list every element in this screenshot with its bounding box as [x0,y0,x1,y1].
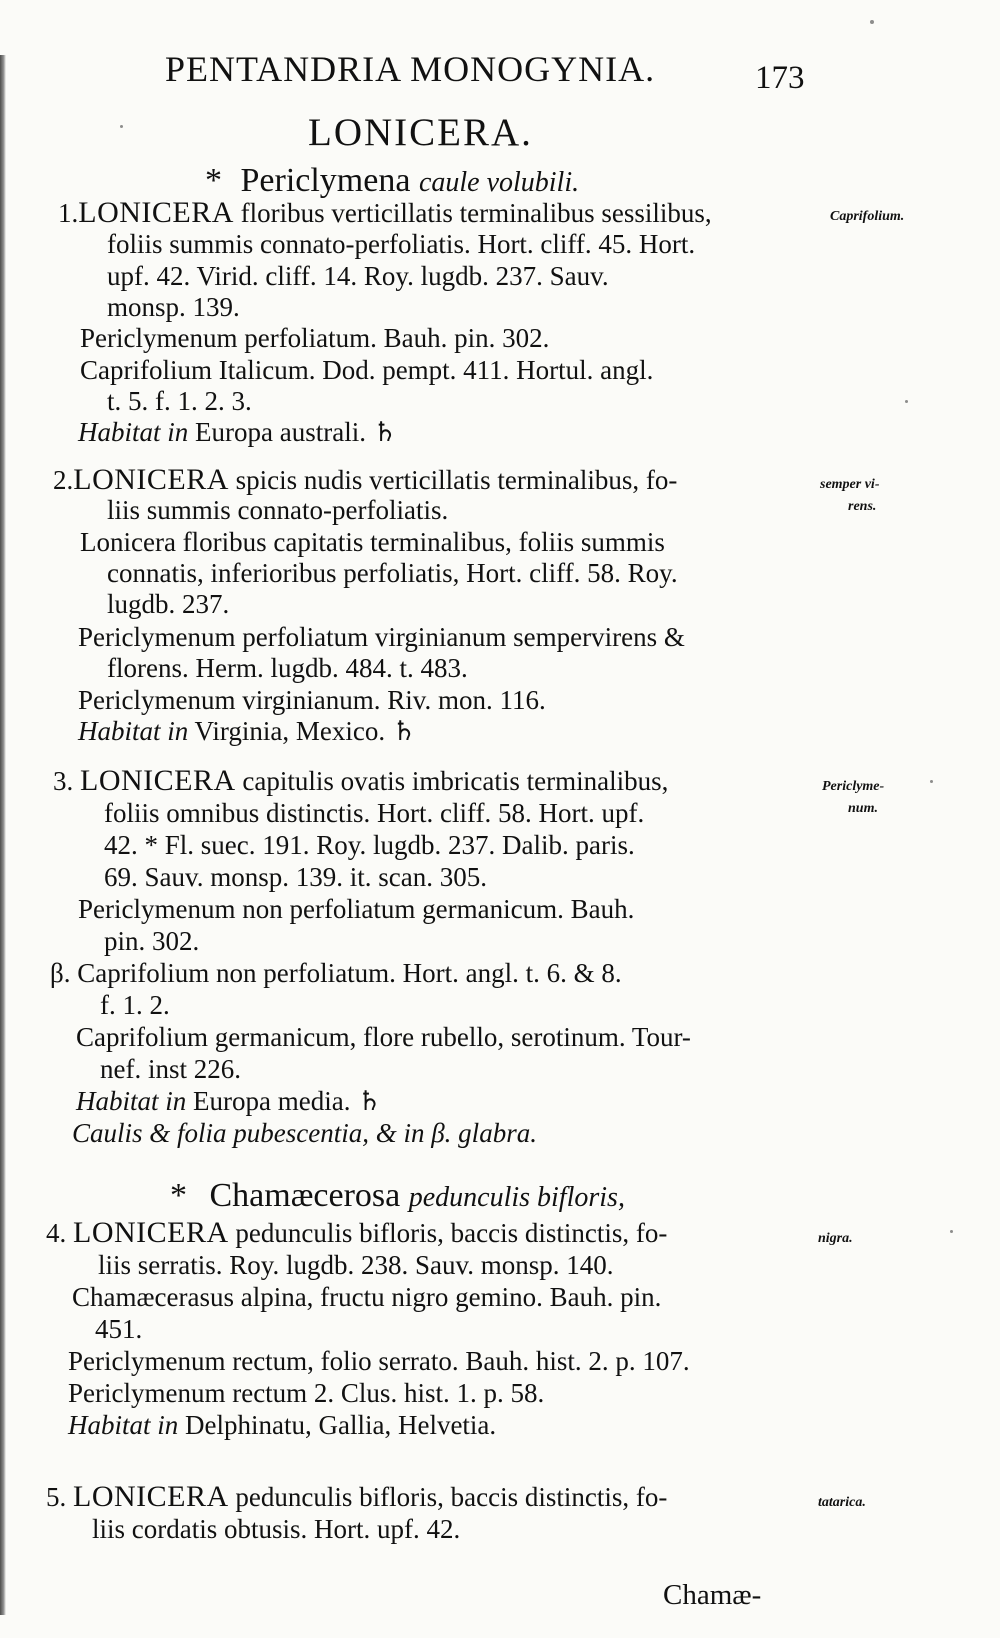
entry-2-synonym-3: lugdb. 237. [107,589,230,619]
entry-number: 3. [53,766,74,796]
habitat-label: Habitat in [78,417,189,447]
entry-number: 5. [46,1482,67,1512]
entry-3-habitat [76,1085,381,1117]
entry-5-line-1 [46,1481,667,1513]
genus-name: LONICERA [78,196,234,229]
entry-4-habitat [68,1409,496,1441]
entry-1-line-3: upf. 42. Virid. cliff. 14. Roy. lugdb. 237. Sauv. [107,261,609,291]
entry-3-synonym-5: Caprifolium germanicum, flore rubello, serotinum. Tour- [76,1022,691,1052]
binding-shadow [0,55,6,1615]
section-description: pedunculis bifloris, [408,1182,625,1213]
entry-4-synonym-3: Periclymenum rectum, folio serrato. Bauh. hist. 2. p. 107. [68,1346,690,1376]
entry-1-habitat [78,416,397,448]
entry-4-line-2: liis serratis. Roy. lugdb. 238. Sauv. monsp. 140. [98,1250,614,1280]
entry-2-line-1 [53,464,677,496]
section-mark: * [205,162,222,199]
entry-2-line-2: liis summis connato-perfoliatis. [107,495,449,525]
ink-speck [120,125,123,128]
habitat-label: Habitat in [76,1086,187,1116]
entry-3-note: Caulis & folia pubescentia, & in β. glabra. [72,1118,537,1148]
entry-2-synonym-4: Periclymenum perfoliatum virginianum sempervirens & [78,622,685,652]
margin-trivial-name-sempervirens-2: rens. [848,499,877,514]
margin-trivial-name-periclymenum-2: num. [848,801,878,816]
entry-4-synonym-1: Chamæcerasus alpina, fructu nigro gemino. Bauh. pin. [72,1282,662,1312]
section-heading-chamaecerosa [170,1177,625,1215]
diagnosis-text: floribus verticillatis terminalibus sessilibus, [240,198,712,228]
entry-4-line-1 [46,1217,667,1249]
section-name: Chamæcerosa [209,1177,401,1214]
entry-1-synonym-2: Caprifolium Italicum. Dod. pempt. 411. Hortul. angl. [80,355,654,385]
entry-1-synonym-1: Periclymenum perfoliatum. Bauh. pin. 302. [80,323,550,353]
entry-1-synonym-3: t. 5. f. 1. 2. 3. [107,386,252,416]
ink-speck [950,1230,953,1233]
section-name: Periclymena [240,162,411,199]
genus-name: LONICERA [80,764,236,797]
entry-3-line-1 [53,765,668,797]
page-number: 173 [755,60,805,96]
genus-name: LONICERA [73,1480,229,1513]
diagnosis-text: spicis nudis verticillatis terminalibus, fo- [235,465,678,495]
diagnosis-text: capitulis ovatis imbricatis terminalibus, [242,766,669,796]
running-title: PENTANDRIA MONOGYNIA. [165,49,656,89]
diagnosis-text: pedunculis bifloris, baccis distinctis, fo- [235,1218,668,1248]
diagnosis-text: pedunculis bifloris, baccis distinctis, fo- [235,1482,668,1512]
entry-4-synonym-4: Periclymenum rectum 2. Clus. hist. 1. p. 58. [68,1378,545,1408]
entry-1-line-4: monsp. 139. [107,292,240,322]
entry-3-synonym-4: f. 1. 2. [100,990,170,1020]
genus-name: LONICERA [73,463,229,496]
entry-1-line-1 [58,197,712,229]
ink-speck [905,400,908,403]
entry-3-line-4: 69. Sauv. monsp. 139. it. scan. 305. [104,862,487,892]
margin-trivial-name-periclymenum-1: Periclyme- [822,779,885,794]
entry-2-synonym-2: connatis, inferioribus perfoliatis, Hort. cliff. 58. Roy. [107,558,678,588]
entry-number: 1. [58,198,79,228]
ink-speck [930,780,933,783]
habitat-text: Virginia, Mexico. ♄ [194,716,417,746]
entry-5-line-2: liis cordatis obtusis. Hort. upf. 42. [92,1514,461,1544]
habitat-text: Europa australi. ♄ [195,417,397,447]
margin-trivial-name-tatarica: tatarica. [818,1495,866,1510]
entry-2-synonym-6: Periclymenum virginianum. Riv. mon. 116. [78,685,546,715]
section-heading-periclymena [205,162,579,200]
habitat-text: Europa media. ♄ [193,1086,382,1116]
entry-4-synonym-2: 451. [95,1314,143,1344]
entry-3-synonym-2: pin. 302. [104,926,200,956]
habitat-label: Habitat in [68,1410,179,1440]
entry-2-synonym-1: Lonicera floribus capitatis terminalibus, foliis summis [80,527,665,557]
margin-trivial-name-sempervirens-1: semper vi- [820,477,880,492]
habitat-label: Habitat in [78,716,189,746]
entry-3-synonym-1: Periclymenum non perfoliatum germanicum. Bauh. [78,894,635,924]
entry-number: 4. [46,1218,67,1248]
catchword: Chamæ- [663,1579,762,1611]
ink-speck [870,20,874,24]
margin-trivial-name-nigra: nigra. [818,1231,853,1246]
entry-2-habitat [78,715,416,747]
entry-3-line-2: foliis omnibus distinctis. Hort. cliff. 58. Hort. upf. [104,798,645,828]
entry-3-variety-beta: β. Caprifolium non perfoliatum. Hort. angl. t. 6. & 8. [50,958,622,988]
entry-3-synonym-6: nef. inst 226. [100,1054,241,1084]
habitat-text: Delphinatu, Gallia, Helvetia. [185,1410,497,1440]
entry-2-synonym-5: florens. Herm. lugdb. 484. t. 483. [107,653,468,683]
genus-heading: LONICERA. [308,111,533,154]
margin-trivial-name-caprifolium: Caprifolium. [830,209,905,224]
entry-3-line-3: 42. * Fl. suec. 191. Roy. lugdb. 237. Dalib. paris. [104,830,635,860]
section-description: caule volubili. [418,167,580,198]
entry-number: 2. [53,465,74,495]
section-mark: * [170,1177,187,1214]
genus-name: LONICERA [73,1216,229,1249]
entry-1-line-2: foliis summis connato-perfoliatis. Hort. cliff. 45. Hort. [107,229,696,259]
